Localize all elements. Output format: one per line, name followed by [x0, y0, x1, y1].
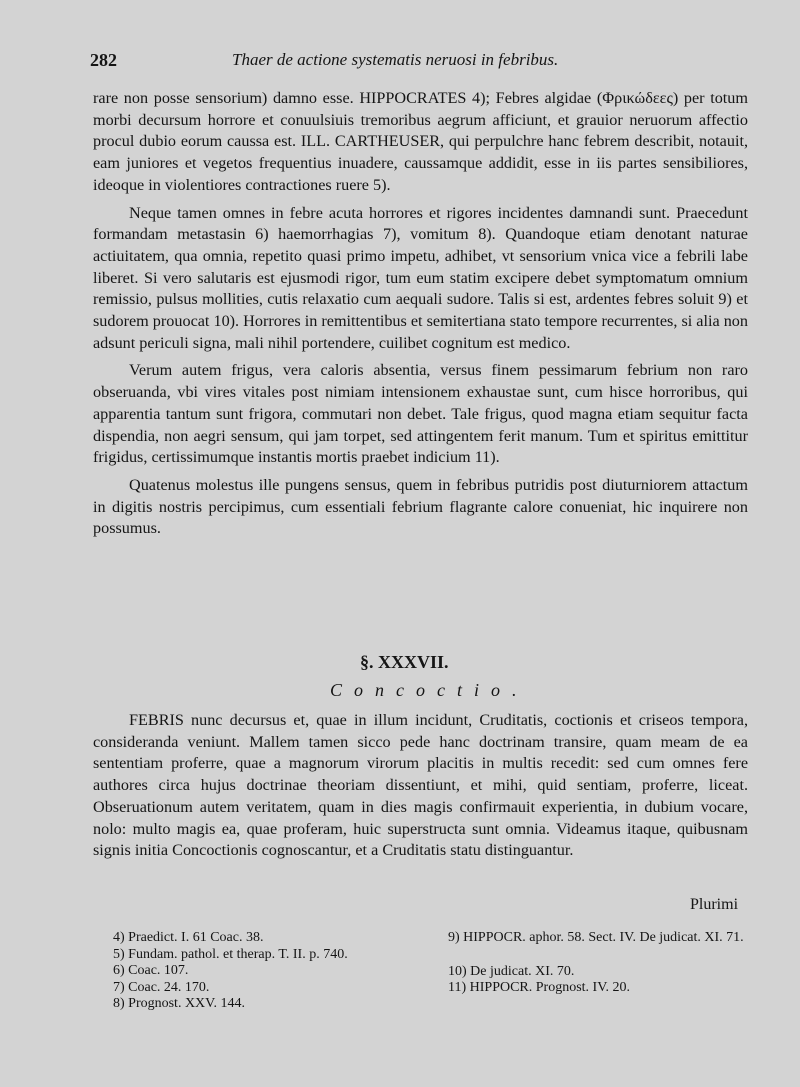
footnote: 8) Prognost. XXV. 144.: [113, 996, 245, 1011]
body-text-top: [93, 88, 748, 540]
catchword: Plurimi: [690, 896, 739, 913]
footnote: 6) Coac. 107.: [113, 963, 189, 978]
paragraph: Neque tamen omnes in febre acuta horrores et rigores incidentes damnandi sunt. Praecedunt formandam metastasin 6) haemorrhagias 7), vomitum 8). Quandoque etiam denotant naturae actiuitatem, qua omnia, repetito quasi primo impetu, adhibet, vt sensorium vnica vice a febrili labe liberet. Si vero salutaris est ejusmodi rigor, tum eum statim excipere debet symptomatum omnium remissio, pulsus mollities, cutis relaxatio cum aequali sudore. Talis si est, ardentes febres soluit 9) et sudorem prouocat 10). Horrores in remittentibus et semitertiana stato tempore recurrentes, si alia non adsunt periculi signa, mali nihil portendere, cuilibet cognitum est medico.: [93, 203, 748, 352]
footnotes: [113, 930, 753, 1020]
paragraph: FEBRIS nunc decursus et, quae in illum incidunt, Cruditatis, coctionis et criseos tempora, consideranda veniunt. Mallem tamen sicco pede hanc doctrinam transire, quam meam de ea sententiam proferre, quae a magnorum virorum placitis in multis recedit: sed cum omnes fere authores circa hujus doctrinae theoriam dissentiunt, et mihi, quid sentiam, proferre, liceat. Obseruationum autem veritatem, quam in dies magis confirmauit experientia, in dubium vocare, nolo: multo magis ea, quae proferam, huic superstructa sunt omnia. Videamus itaque, quibusnam signis initia Concoctionis cognoscantur, et a Cruditatis statu distinguantur.: [93, 711, 748, 860]
page-number: 282: [90, 50, 117, 70]
section-number: §. XXXVII.: [360, 652, 449, 672]
footnote: 11) HIPPOCR. Prognost. IV. 20.: [448, 980, 631, 995]
body-text-bottom: [93, 710, 748, 862]
running-title: Thaer de actione systematis neruosi in febribus.: [232, 50, 559, 69]
footnote: 4) Praedict. I. 61 Coac. 38.: [113, 930, 264, 945]
section-title: Concoctio.: [330, 680, 529, 700]
page-header: [90, 50, 740, 74]
footnotes-right-column: [448, 930, 758, 997]
footnote: 5) Fundam. pathol. et therap. T. II. p. 740.: [113, 946, 348, 962]
footnote: 9) HIPPOCR. aphor. 58. Sect. IV. De judicat. XI. 71.: [448, 930, 744, 945]
footnotes-left-column: [113, 930, 433, 1013]
paragraph: rare non posse sensorium) damno esse. HIPPOCRATES 4); Febres algidae (Φρικώδεες) per totum morbi decursum horrore et conuulsiuis tremoribus aegrum afficiunt, et grauior neruorum affectio procul dubio eorum caussa est. ILL. CARTHEUSER, qui perpulchre hanc febrem describit, notauit, eam juniores et vegetos frequentius inuadere, caussamque addidit, esse in iis partes sensibiliores, ideoque in violentiores contractiones ruere 5).: [93, 89, 748, 194]
footnote: 10) De judicat. XI. 70.: [448, 963, 575, 979]
footnote: 7) Coac. 24. 170.: [113, 979, 210, 995]
paragraph: Verum autem frigus, vera caloris absentia, versus finem pessimarum febrium non raro obseruanda, vbi vires vitales post nimiam intensionem exhaustae sunt, cum hisce horroribus, qui apparentia tantum sunt frigora, commutari non debet. Tale frigus, quod magna etiam sequitur facta dispendia, non aegri sensum, qui jam torpet, sed attingentem ferit manum. Tum et spiritus emittitur frigidus, certissimumque instantis mortis praebet indicium 11).: [93, 361, 748, 467]
paragraph: Quatenus molestus ille pungens sensus, quem in febribus putridis post diuturniorem attactum in digitis nostris percipimus, cum essentiali febrium flagrante calore conueniat, hic inquirere non possumus.: [93, 475, 748, 538]
